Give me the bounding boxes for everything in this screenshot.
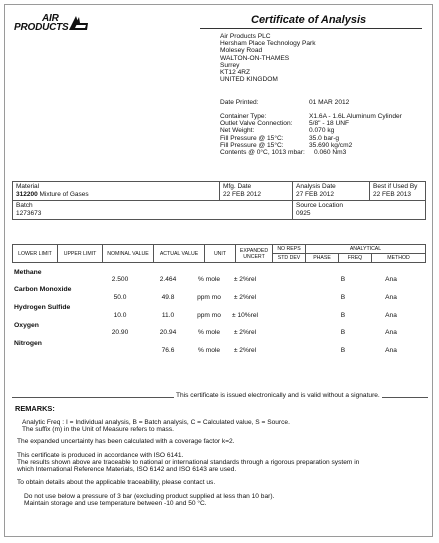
remark-line: To obtain details about the applicable traceability, please contact us. — [17, 479, 216, 486]
unit-value: % mole — [198, 276, 220, 283]
unit-value: % mole — [198, 347, 220, 354]
header-lower-limit: LOWER LIMIT — [13, 245, 58, 263]
uncert-value: ± 10%rel — [232, 312, 258, 319]
header-std-dev: STD DEV — [273, 254, 306, 263]
freq-value: B — [340, 329, 346, 336]
header-unit: UNIT — [205, 245, 236, 263]
source-location-value: 0925 — [296, 210, 311, 217]
address-line: Hersham Place Technology Park — [220, 40, 316, 48]
remark-line: The expanded uncertainty has been calculated with a coverage factor k=2. — [17, 438, 235, 445]
header-freq: FREQ — [339, 254, 372, 263]
mfg-date-label: Mfg. Date — [223, 183, 252, 190]
address-line: UNITED KINGDOM — [220, 76, 278, 84]
remarks-title: REMARKS: — [15, 404, 55, 413]
title-underline — [200, 28, 422, 29]
table-row — [14, 322, 426, 338]
nominal-value: 2.500 — [111, 276, 129, 283]
header-nominal-value: NOMINAL VALUE — [103, 245, 154, 263]
electronic-issue-note: This certificate is issued electronically and is valid without a signature. — [176, 392, 380, 399]
net-weight-label: Net Weight: — [220, 127, 255, 135]
outlet-valve-label: Outlet Valve Connection: — [220, 120, 293, 128]
table-row — [14, 269, 426, 285]
header-method: METHOD — [372, 254, 426, 263]
batch-value: 1273673 — [16, 210, 42, 217]
batch-label: Batch — [16, 202, 33, 209]
best-if-used-label: Best if Used By — [373, 183, 418, 190]
method-value: Ana — [385, 329, 397, 336]
actual-value: 20.94 — [159, 329, 177, 336]
remark-line: Do not use below a pressure of 3 bar (excluding product supplied at less than 10 bar). — [24, 493, 275, 500]
header-upper-limit: UPPER LIMIT — [58, 245, 103, 263]
outlet-valve-value: 5/8" - 18 UNF — [309, 120, 350, 128]
actual-value: 11.0 — [161, 312, 175, 319]
unit-value: ppm mo — [197, 312, 221, 319]
remark-line: The results shown above are traceable to national or international standards through a rigorous preparation system in — [17, 459, 360, 467]
material-code: 312200 — [16, 191, 38, 198]
address-line: Molesey Road — [220, 47, 263, 55]
analysis-results-header — [12, 244, 426, 263]
uncert-value: ± 2%rel — [233, 347, 257, 354]
uncert-value: ± 2%rel — [233, 276, 257, 283]
actual-value: 49.8 — [161, 294, 175, 301]
actual-value: 76.6 — [161, 347, 175, 354]
best-if-used-value: 22 FEB 2013 — [373, 191, 411, 198]
logo-line-2: PRODUCTS — [14, 22, 69, 33]
remarks-block — [24, 493, 274, 507]
container-type-label: Container Type: — [220, 113, 267, 120]
analysis-date-value: 27 FEB 2012 — [296, 191, 334, 198]
address-line: KT12 4RZ — [220, 69, 251, 77]
mfg-date-value: 22 FEB 2012 — [223, 191, 261, 198]
method-value: Ana — [385, 347, 397, 354]
remark-line: Analytic Freq : I = Individual analysis, B = Batch analysis, C = Calculated value, S = Source. — [22, 419, 290, 426]
material-name: Mixture of Gases — [39, 191, 89, 198]
freq-value: B — [340, 294, 346, 301]
nominal-value: 20.90 — [111, 329, 129, 336]
logo-line-1: AIR — [42, 13, 59, 24]
nominal-value: 10.0 — [113, 312, 127, 319]
fill-pressure-kg-value: 35.690 kg/cm2 — [309, 141, 353, 149]
material-label: Material — [16, 183, 40, 190]
contents-label: Contents @ 0°C, 1013 mbar: — [220, 149, 305, 157]
net-weight-value: 0.070 kg — [309, 127, 335, 135]
remark-line: Maintain storage and use temperature between -10 and 50 °C. — [24, 500, 207, 508]
freq-value: B — [340, 276, 346, 283]
header-analytical: ANALYTICAL — [306, 245, 426, 254]
header-expanded-uncert: EXPANDED UNCERT — [236, 245, 273, 263]
actual-value: 2.464 — [159, 276, 177, 283]
remarks-block — [17, 452, 359, 474]
table-row — [14, 304, 426, 320]
nominal-value: 50.0 — [113, 294, 127, 301]
freq-value: B — [340, 312, 346, 319]
fill-pressure-bar-value: 35.0 bar-g — [309, 134, 340, 142]
method-value: Ana — [385, 294, 397, 301]
method-value: Ana — [385, 276, 397, 283]
remark-line: This certificate is produced in accordance with ISO 6141. — [17, 452, 184, 459]
remark-line: which International Reference Materials, ISO 6142 and ISO 6143 are used. — [17, 466, 237, 474]
remarks-block — [22, 419, 290, 433]
contents-value: 0.060 Nm3 — [314, 149, 347, 157]
supplier-address — [220, 33, 316, 83]
table-row — [14, 340, 426, 356]
date-printed-value: 01 MAR 2012 — [309, 99, 350, 106]
component-name: Nitrogen — [14, 340, 42, 347]
logo-mark-icon — [66, 14, 88, 32]
material-info-table — [12, 181, 426, 220]
fill-pressure-kg-label: Fill Pressure @ 15°C: — [220, 141, 284, 149]
date-printed-label: Date Printed: — [220, 99, 259, 106]
uncert-value: ± 2%rel — [233, 294, 257, 301]
fill-pressure-bar-label: Fill Pressure @ 15°C: — [220, 134, 284, 142]
method-value: Ana — [385, 312, 397, 319]
container-type-value: X1.6A - 1.6L Aluminum Cylinder — [309, 113, 402, 120]
container-info — [220, 113, 402, 156]
unit-value: % mole — [198, 329, 220, 336]
header-actual-value: ACTUAL VALUE — [154, 245, 205, 263]
table-row — [14, 286, 426, 302]
address-line: WALTON-ON-THAMES — [220, 54, 290, 62]
component-name: Methane — [14, 269, 42, 276]
company-logo — [14, 14, 69, 32]
address-line: Air Products PLC — [220, 33, 271, 40]
component-name: Oxygen — [14, 322, 39, 329]
source-location-label: Source Location — [296, 202, 343, 209]
address-line: Surrey — [220, 61, 240, 69]
header-phase: PHASE — [306, 254, 339, 263]
header-no-reps: NO REPS — [273, 245, 306, 254]
component-name: Carbon Monoxide — [14, 286, 72, 293]
remark-line: The suffix (m) in the Unit of Measure refers to mass. — [22, 426, 174, 434]
freq-value: B — [340, 347, 346, 354]
unit-value: ppm mo — [197, 294, 221, 301]
uncert-value: ± 2%rel — [233, 329, 257, 336]
page-title: Certificate of Analysis — [251, 14, 367, 26]
component-name: Hydrogen Sulfide — [14, 304, 71, 311]
analysis-date-label: Analysis Date — [296, 183, 336, 190]
